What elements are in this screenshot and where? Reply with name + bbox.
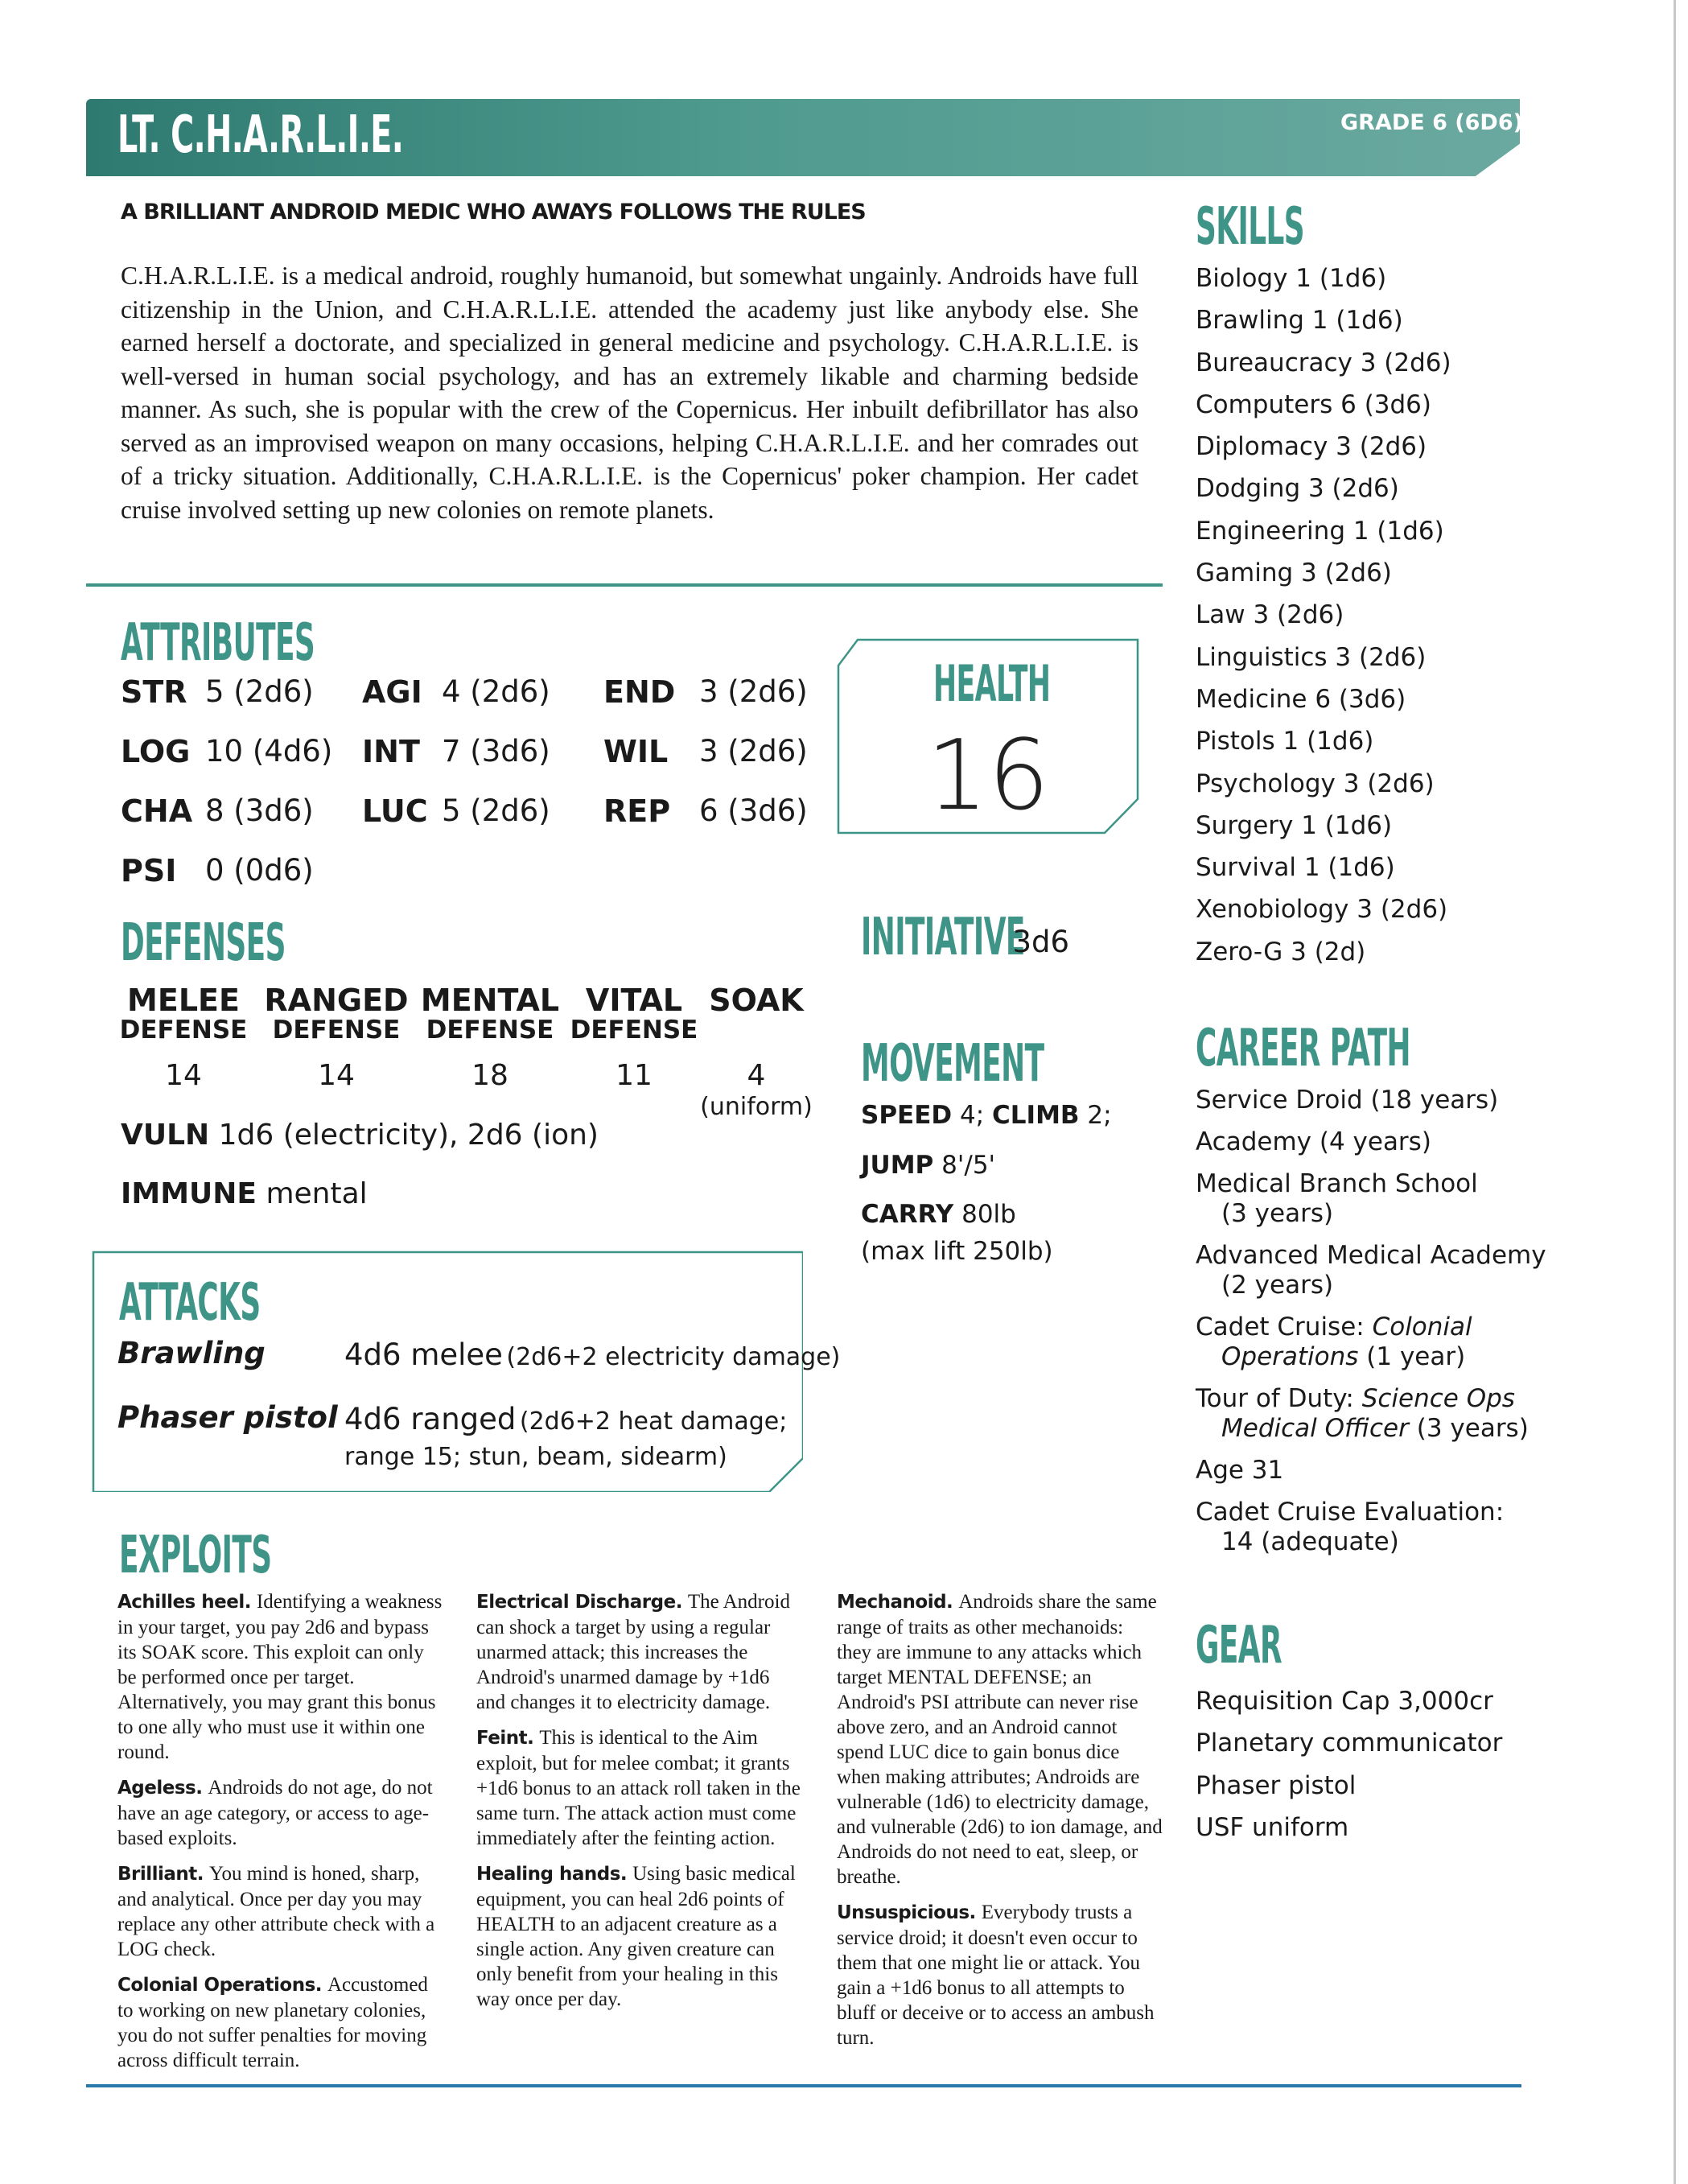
attr-luc-value: 5 (2d6) [442,793,550,828]
attr-rep-value: 6 (3d6) [699,793,808,828]
health-value: 16 [926,720,1050,832]
vuln-label: VULN [121,1119,210,1152]
skill-item: Zero-G 3 (2d) [1196,937,1366,966]
health-label: HEALTH [933,654,1051,713]
exploit-item: Brilliant. You mind is honed, sharp, and analytical. Once per day you may replace any other attribute check with a LOG check. [117,1863,435,1960]
ranged-defense-sub: DEFENSE [272,1016,401,1045]
skill-item: Psychology 3 (2d6) [1196,769,1435,798]
carry-label: CARRY [861,1200,954,1229]
attack-phaser-stats [344,1402,787,1436]
movement-heading: MOVEMENT [861,1034,1044,1094]
attr-psi-name: PSI [121,853,177,888]
skill-item: Dodging 3 (2d6) [1196,474,1399,504]
attr-rep-name: REP [603,793,671,829]
attr-cha-value: 8 (3d6) [205,793,314,828]
ranged-defense-value: 14 [318,1059,355,1092]
career-item: Cadet Cruise Evaluation: 14 (adequate) [1196,1498,1505,1556]
attr-int-name: INT [362,734,420,769]
divider [86,583,1163,587]
skill-item: Survival 1 (1d6) [1196,853,1395,883]
skill-item: Xenobiology 3 (2d6) [1196,895,1448,925]
gear-item: Phaser pistol [1196,1770,1357,1800]
gear-list [1196,1680,1502,1848]
career-heading: CAREER PATH [1196,1019,1410,1078]
attr-end-value: 3 (2d6) [699,674,808,709]
attr-luc-name: LUC [362,793,428,829]
attr-str-value: 5 (2d6) [205,674,314,709]
grade-label: GRADE 6 (6D6) [1340,110,1523,135]
skill-item: Biology 1 (1d6) [1196,264,1387,293]
speed-value: 4; [960,1101,985,1130]
melee-defense-sub: DEFENSE [119,1016,248,1045]
vital-defense-head: VITAL [585,983,683,1018]
attributes-heading: ATTRIBUTES [121,613,315,673]
exploits-column-1 [117,1589,443,2083]
skill-item: Diplomacy 3 (2d6) [1196,432,1427,462]
attr-end-name: END [603,674,676,710]
carry-note: (max lift 250lb) [861,1237,1053,1266]
soak-head: SOAK [709,983,804,1018]
carry-value: 80lb [961,1200,1016,1229]
soak-note: (uniform) [700,1093,813,1121]
skills-list [1196,258,1451,973]
skill-item: Law 3 (2d6) [1196,600,1344,630]
career-item: Service Droid (18 years) [1196,1086,1499,1115]
career-item: Cadet Cruise: Colonial Operations (1 year) [1196,1312,1472,1371]
climb-value: 2; [1087,1101,1112,1130]
skill-item: Linguistics 3 (2d6) [1196,642,1427,672]
speed-label: SPEED [861,1101,953,1130]
initiative-row [861,908,1069,967]
character-description: C.H.A.R.L.I.E. is a medical android, roughly humanoid, but somewhat ungainly. Androids have full citizenship in the Union, and C.H.A.R.L.I.E. attended the academy just like anybody else. She earned herself a doctorate, and specialized in general medicine and psychology. C.H.A.R.L.I.E. is well-versed in human social psychology, and has an extremely likable and charming bedside manner. As such, she is popular with the crew of the Copernicus. Her inbuilt defibrillator has also served as an improvised weapon on many occasions, helping C.H.A.R.L.I.E. and her comrades out of a tricky situation. Additionally, C.H.A.R.L.I.E. is the Copernicus' poker champion. Her cadet cruise involved setting up new colonies on remote planets. [121,262,1138,524]
career-item: Advanced Medical Academy (2 years) [1196,1241,1546,1300]
defenses-heading: DEFENSES [121,913,286,973]
attack-phaser-detail: (2d6+2 heat damage; [519,1407,788,1436]
gear-item: USF uniform [1196,1812,1349,1842]
attr-str-name: STR [121,674,187,710]
gear-item: Planetary communicator [1196,1729,1503,1758]
skill-item: Pistols 1 (1d6) [1196,727,1374,756]
exploit-item: Achilles heel. Identifying a weakness in your target, you pay 2d6 and bypass its SOAK score. This exploit can only be performed once per target. Alternatively, you may grant this bonus to one ally who must use it within one round. [117,1591,443,1763]
career-item: Medical Branch School (3 years) [1196,1169,1478,1228]
character-title: LT. C.H.A.R.L.I.E. [117,105,404,165]
immune-label: IMMUNE [121,1177,257,1210]
soak-value: 4 [747,1059,766,1092]
mental-defense-head: MENTAL [420,983,560,1018]
melee-defense-value: 14 [165,1059,202,1092]
exploits-column-3 [837,1589,1163,2061]
attr-cha-name: CHA [121,793,193,829]
attr-wil-name: WIL [603,734,669,769]
jump-label: JUMP [861,1151,934,1180]
initiative-value: 3d6 [1012,925,1070,959]
vital-defense-value: 11 [616,1059,653,1092]
skill-item: Surgery 1 (1d6) [1196,810,1393,840]
career-item: Age 31 [1196,1456,1284,1485]
vuln-row [121,1119,599,1152]
mental-defense-sub: DEFENSE [426,1016,554,1045]
vuln-value: 1d6 (electricity), 2d6 (ion) [218,1119,599,1152]
attr-log-value: 10 (4d6) [205,734,333,769]
exploit-item: Healing hands. Using basic medical equipment, you can heal 2d6 points of HEALTH to an adjacent creature as a single action. Any given creature can only benefit from your healing in this way once per day. [476,1863,796,2010]
vital-defense-sub: DEFENSE [570,1016,698,1045]
melee-defense-head: MELEE [127,983,240,1018]
attacks-heading: ATTACKS [119,1273,261,1333]
climb-label: CLIMB [992,1101,1080,1130]
skill-item: Gaming 3 (2d6) [1196,558,1392,588]
skills-heading: SKILLS [1196,197,1305,257]
character-subtitle: A BRILLIANT ANDROID MEDIC WHO AWAYS FOLLOWS THE RULES [121,200,866,225]
attack-brawling-main: 4d6 melee [344,1337,503,1372]
footer-rule [86,2084,1521,2087]
attr-psi-value: 0 (0d6) [205,853,314,888]
attack-brawling-name: Brawling [117,1336,266,1370]
skill-item: Bureaucracy 3 (2d6) [1196,348,1451,377]
carry-row [861,1200,1016,1229]
exploit-item: Ageless. Androids do not age, do not have an age category, or access to age-based exploits. [117,1777,433,1849]
skill-item: Medicine 6 (3d6) [1196,684,1406,714]
attr-agi-name: AGI [362,674,422,710]
exploit-item: Mechanoid. Androids share the same range of traits as other mechanoids: they are immune to any attacks which target MENTAL DEFENSE; an Android's PSI attribute can never rise above zero, and an Android cannot spend LUC dice to gain bonus dice when making attributes; Androids are vulnerable (1d6) to electricity damage, and vulnerable (2d6) to ion damage, and Androids do not need to eat, sleep, or breathe. [837,1591,1163,1888]
immune-value: mental [266,1177,368,1210]
jump-value: 8'/5' [941,1151,996,1180]
exploit-item: Unsuspicious. Everybody trusts a service droid; it doesn't even occur to them that one might lie or attack. You gain a +1d6 bonus to all attempts to bluff or deceive or to access an ambush turn. [837,1902,1155,2049]
attr-agi-value: 4 (2d6) [442,674,550,709]
attr-int-value: 7 (3d6) [442,734,550,769]
exploit-item: Colonial Operations. Accustomed to working on new planetary colonies, you do not suffer penalties for moving across difficult terrain. [117,1974,428,2071]
skill-item: Engineering 1 (1d6) [1196,516,1444,546]
immune-row [121,1177,368,1210]
attack-brawling-detail: (2d6+2 electricity damage) [506,1343,841,1371]
gear-item: Requisition Cap 3,000cr [1196,1687,1493,1716]
skill-item: Computers 6 (3d6) [1196,389,1432,419]
attack-brawling-stats [344,1337,840,1372]
attr-log-name: LOG [121,734,191,769]
exploit-item: Electrical Discharge. The Android can shock a target by using a regular unarmed attack; this increases the Android's unarmed damage by +1d6 and changes it to electricity damage. [476,1591,790,1713]
page-edge [1674,0,1676,2184]
jump-row [861,1151,995,1180]
career-item: Academy (4 years) [1196,1127,1431,1156]
exploits-column-2 [476,1589,801,2022]
career-item: Tour of Duty: Science Ops Medical Officer (3 years) [1196,1384,1529,1443]
career-list [1196,1086,1662,1569]
attack-phaser-name: Phaser pistol [117,1400,338,1435]
speed-climb-row [861,1101,1112,1130]
attack-phaser-main: 4d6 ranged [344,1402,517,1436]
gear-heading: GEAR [1196,1616,1282,1675]
initiative-label: INITIATIVE [861,908,1025,967]
mental-defense-value: 18 [471,1059,508,1092]
exploit-item: Feint. This is identical to the Aim exploit, but for melee combat; it grants +1d6 bonus to an attack roll taken in the same turn. The attack action must come immediately after the feinting action. [476,1727,801,1849]
exploits-heading: EXPLOITS [119,1526,272,1585]
ranged-defense-head: RANGED [264,983,409,1018]
attr-wil-value: 3 (2d6) [699,734,808,769]
skill-item: Brawling 1 (1d6) [1196,306,1403,336]
attack-phaser-detail2: range 15; stun, beam, sidearm) [344,1443,727,1471]
